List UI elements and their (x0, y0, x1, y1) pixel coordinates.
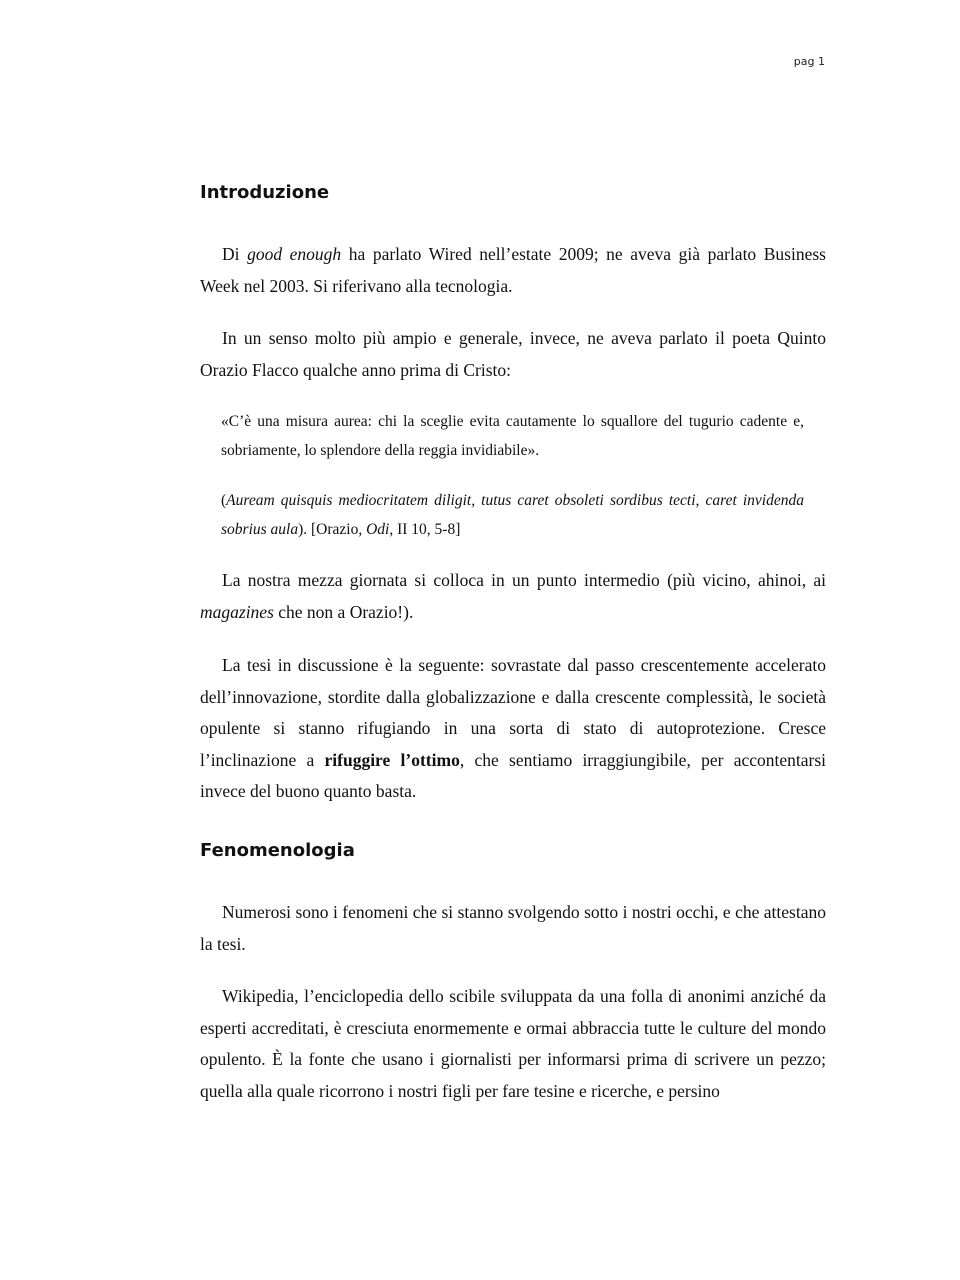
intro-p1-emphasis: good enough (247, 244, 342, 264)
intro-paragraph-3 (200, 565, 826, 628)
horace-quote-italian: «C’è una misura aurea: chi la sceglie evita cautamente lo squallore del tugurio cadente e, sobriamente, lo splendore della reggia invidiabile». (221, 413, 804, 459)
intro-p4-text-b: , che sentiamo irraggiungibile, per accontentarsi invece del buono quanto basta. (200, 749, 826, 801)
page-number: pag 1 (793, 55, 825, 68)
latin-text: Auream quisquis mediocritatem diligit, tutus caret obsoleti sordibus tecti, caret invidenda sobrius aula (221, 492, 804, 538)
intro-p4-text-a: La tesi in discussione è la seguente: sovrastate dal passo crescentemente accelerato dell’innovazione, stordite dalla globalizzazione e dalla crescente complessità, le società opulente si stanno rifugiando in una sorta di stato di autoprotezione. Cresce l’inclinazione a (200, 655, 826, 770)
intro-p4-strong: rifuggire l’ottimo (324, 749, 460, 770)
intro-p3-emphasis: magazines (200, 601, 274, 622)
phenomenology-paragraph-2: Wikipedia, l’enciclopedia dello scibile sviluppata da una folla di anonimi anziché da esperti accreditati, è cresciuta enormemente e ormai abbraccia tutte le culture del mondo opulento. È la fonte che usano i giornalisti per informarsi prima di scrivere un pezzo; quella alla quale ricorrono i nostri figli per fare tesine e ricerche, e persino (200, 986, 826, 1101)
horace-quote-latin (221, 486, 804, 544)
phenomenology-paragraph-1: Numerosi sono i fenomeni che si stanno svolgendo sotto i nostri occhi, e che attestano la tesi. (200, 902, 826, 954)
citation-work: Odi (366, 521, 390, 538)
intro-paragraph-1 (200, 239, 826, 302)
intro-paragraph-2: In un senso molto più ampio e generale, invece, ne aveva parlato il poeta Quinto Orazio Flacco qualche anno prima di Cristo: (200, 328, 826, 380)
citation-text-b: , II 10, 5-8] (389, 521, 461, 538)
intro-p3-text-b: che non a Orazio!). (273, 601, 414, 622)
latin-open-paren: ( (221, 492, 227, 509)
intro-p1-text-b: ha parlato Wired nell’estate 2009; ne aveva già parlato Business Week nel 2003. Si riferivano alla tecnologia. (200, 244, 826, 296)
intro-p3-text-a: La nostra mezza giornata si colloca in un punto intermedio (più vicino, ahinoi, ai (222, 570, 826, 590)
heading-fenomenologia: Fenomenologia (200, 840, 355, 861)
citation-text-a: ). [Orazio, (298, 521, 367, 538)
intro-p1-text-a: Di (222, 244, 248, 264)
heading-introduzione: Introduzione (200, 182, 330, 203)
intro-paragraph-4 (200, 650, 826, 808)
